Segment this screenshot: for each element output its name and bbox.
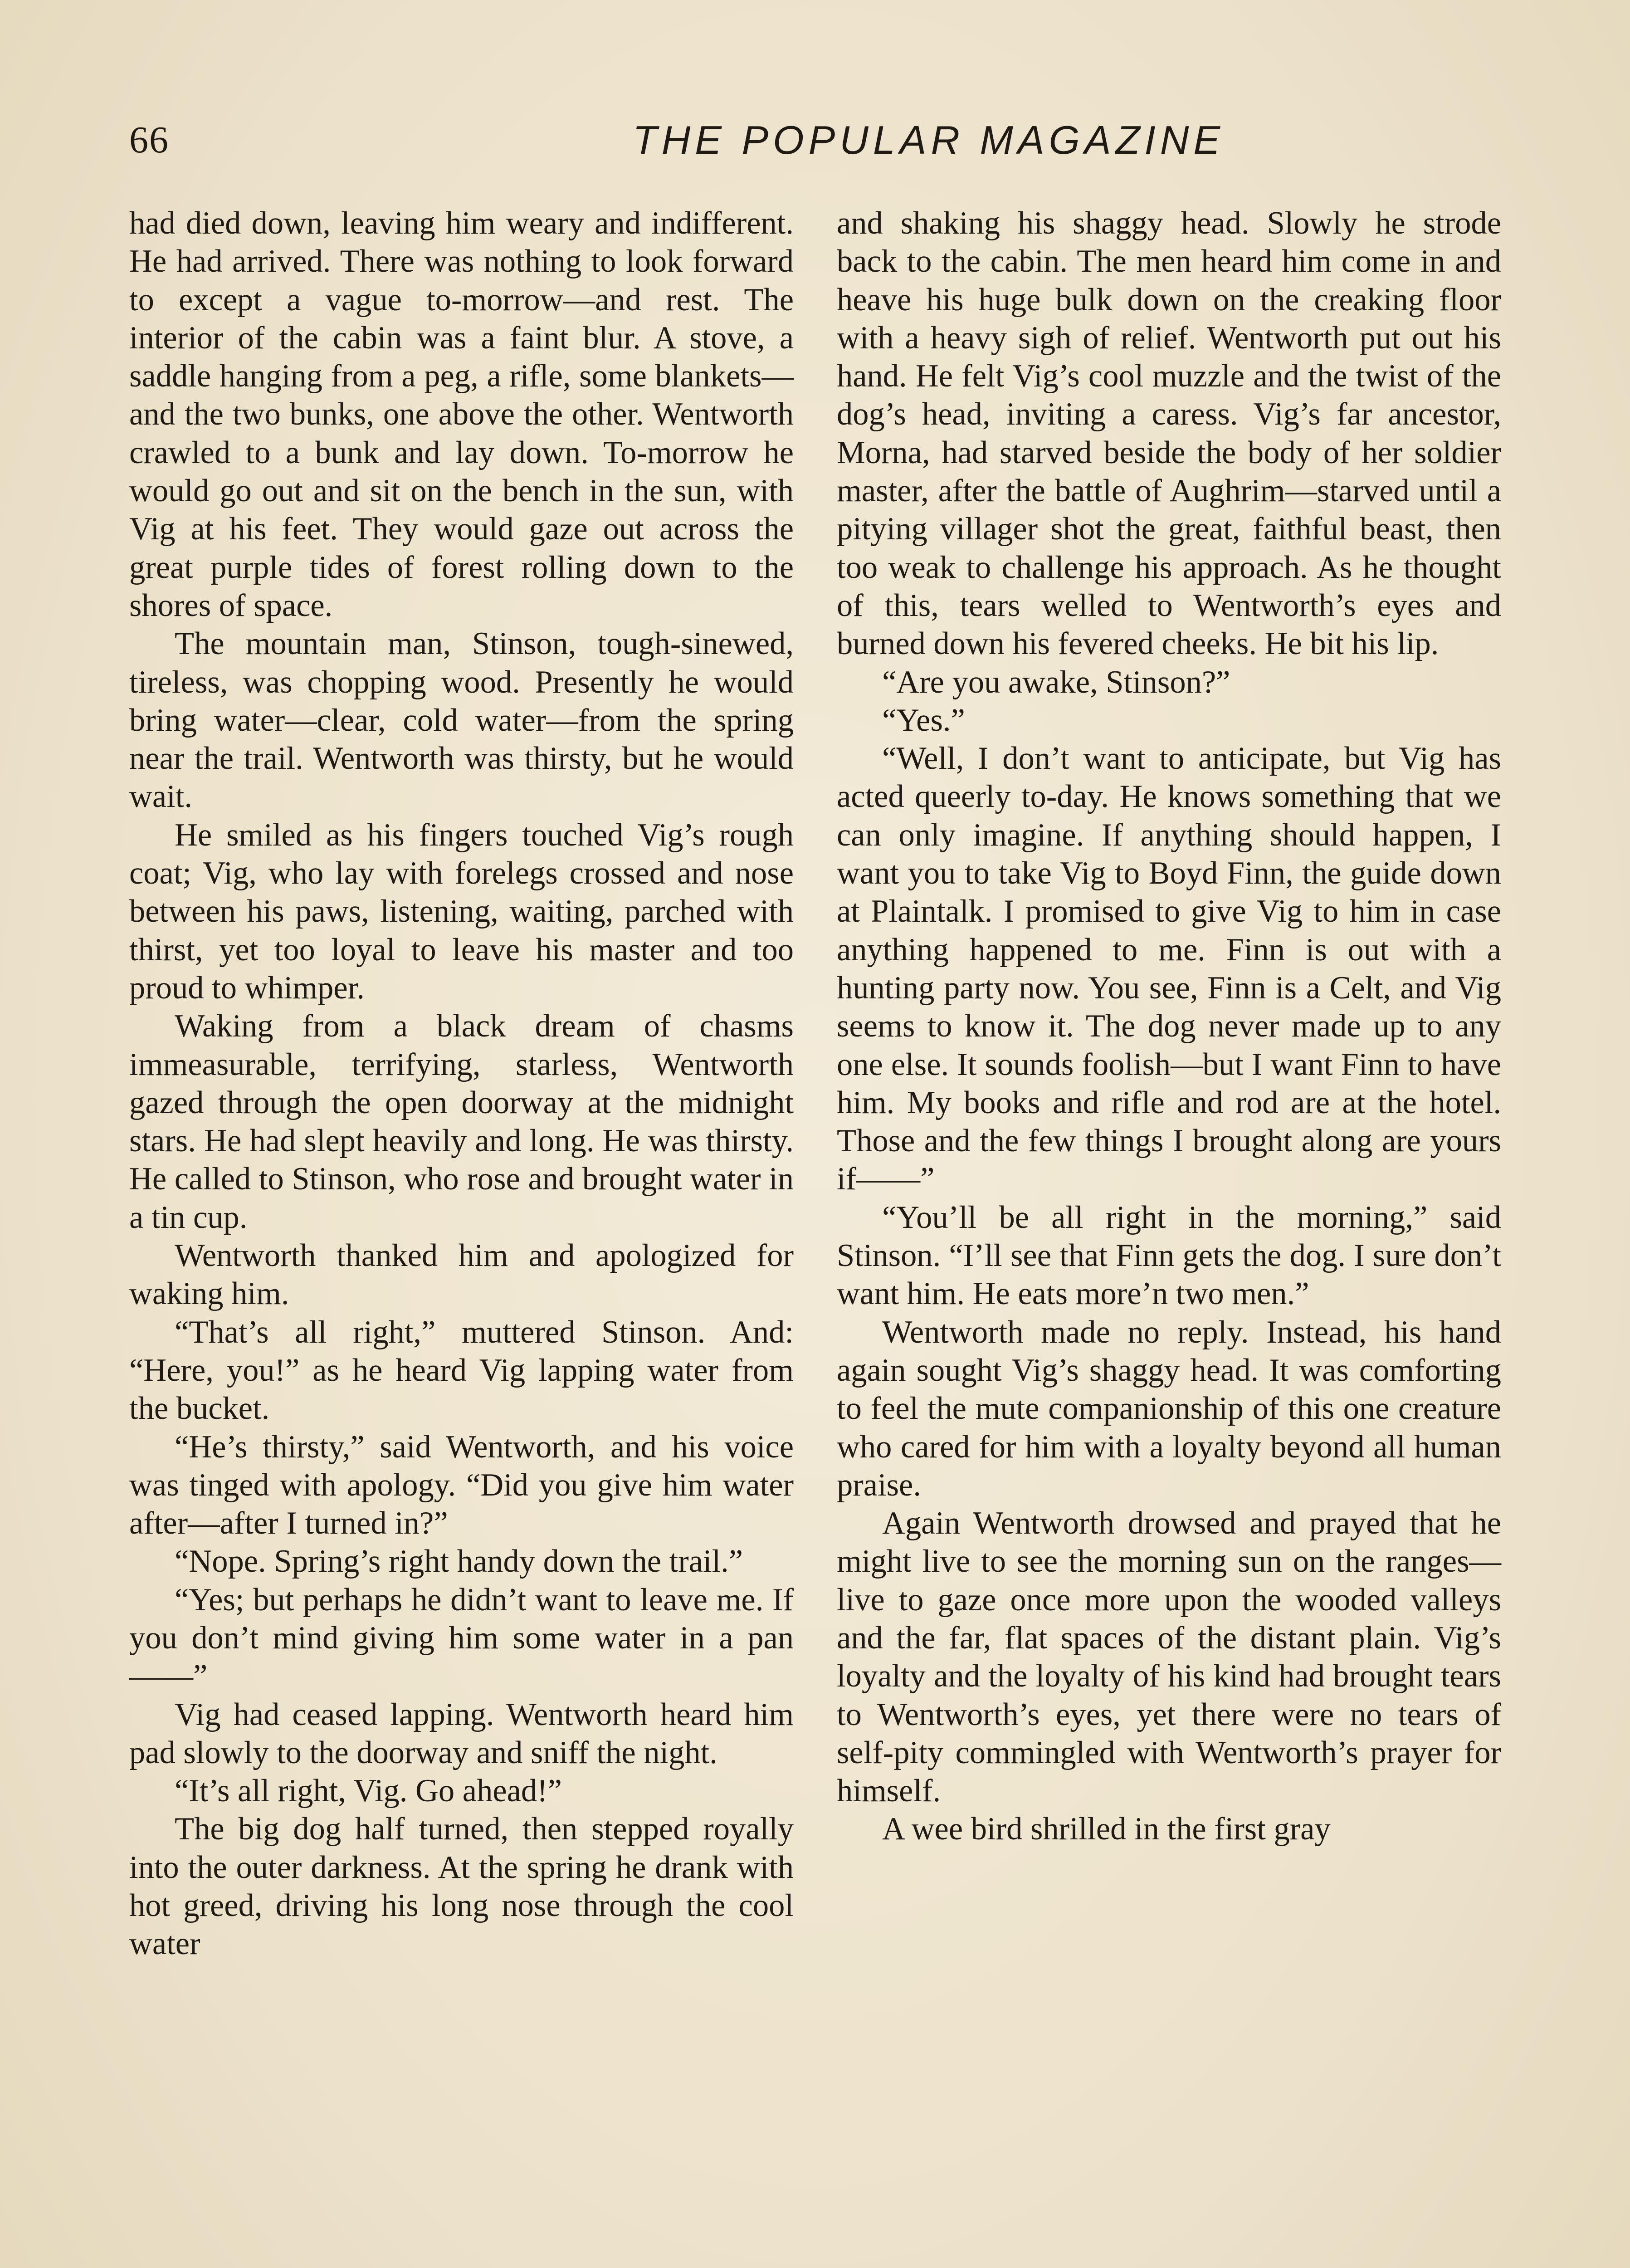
paragraph: “Yes; but perhaps he didn’t want to leave me. If you don’t mind giving him some water in a pan——”: [129, 1582, 794, 1694]
paragraph: The big dog half turned, then stepped royally into the outer darkness. At the spring he drank with hot greed, driving his long nose through the cool water: [129, 1811, 794, 1962]
paragraph: A wee bird shrilled in the first gray: [882, 1811, 1331, 1847]
paragraph: Wentworth thanked him and apologized for waking him.: [129, 1238, 794, 1312]
paragraph: “Are you awake, Stinson?”: [882, 664, 1230, 700]
paragraph: The mountain man, Stinson, tough-sinewed, tireless, was chopping wood. Presently he would bring water—clear, cold water—from the spring near the trail. Wentworth was thirsty, but he would wait.: [129, 626, 794, 815]
paragraph: “You’ll be all right in the morning,” said Stinson. “I’ll see that Finn gets the dog. I sure don’t want him. He eats more’n two men.”: [837, 1199, 1501, 1312]
paragraph: “Nope. Spring’s right handy down the trail.”: [175, 1544, 743, 1579]
left-column: [129, 204, 794, 1963]
paragraph: He smiled as his fingers touched Vig’s rough coat; Vig, who lay with forelegs crossed and nose between his paws, listening, waiting, parched with thirst, yet too loyal to leave his master and too proud to whimper.: [129, 817, 794, 1006]
running-title: THE POPULAR MAGAZINE: [633, 117, 1225, 162]
paragraph: Waking from a black dream of chasms immeasurable, terrifying, starless, Wentworth gazed through the open doorway at the midnight stars. He had slept heavily and long. He was thirsty. He called to Stinson, who rose and brought water in a tin cup.: [129, 1008, 794, 1235]
paragraph: had died down, leaving him weary and indifferent. He had arrived. There was nothing to look forward to except a vague to-morrow—and rest. The interior of the cabin was a faint blur. A stove, a saddle hanging from a peg, a rifle, some blankets—and the two bunks, one above the other. Wentworth crawled to a bunk and lay down. To-morrow he would go out and sit on the bench in the sun, with Vig at his feet. They would gaze out across the great purple tides of forest rolling down to the shores of space.: [129, 205, 794, 623]
paragraph: “That’s all right,” muttered Stinson. And: “Here, you!” as he heard Vig lapping water from the bucket.: [129, 1314, 794, 1427]
page-number: 66: [129, 119, 169, 161]
paragraph: Wentworth made no reply. Instead, his hand again sought Vig’s shaggy head. It was comforting to feel the mute companionship of this one creature who cared for him with a loyalty beyond all human praise.: [837, 1314, 1501, 1503]
page-header: [129, 113, 1501, 172]
paragraph: “It’s all right, Vig. Go ahead!”: [175, 1773, 562, 1809]
paragraph: “Well, I don’t want to anticipate, but Vig has acted queerly to-day. He knows something that we can only imagine. If anything should happen, I want you to take Vig to Boyd Finn, the guide down at Plaintalk. I promised to give Vig to him in case anything happened to me. Finn is out with a hunting party now. You see, Finn is a Celt, and Vig seems to know it. The dog never made up to any one else. It sounds foolish—but I want Finn to have him. My books and rifle and rod are at the hotel. Those and the few things I brought along are yours if——”: [837, 741, 1501, 1197]
paragraph: “He’s thirsty,” said Wentworth, and his voice was tinged with apology. “Did you give him water after—after I turned in?”: [129, 1429, 794, 1541]
paragraph: “Yes.”: [882, 702, 965, 738]
text-columns: [129, 204, 1501, 2268]
right-column: [837, 204, 1501, 1848]
paragraph: and shaking his shaggy head. Slowly he strode back to the cabin. The men heard him come in and heave his huge bulk down on the creaking floor with a heavy sigh of relief. Wentworth put out his hand. He felt Vig’s cool muzzle and the twist of the dog’s head, inviting a caress. Vig’s far ancestor, Morna, had starved beside the body of her soldier master, after the battle of Aughrim—starved until a pitying villager shot the great, faithful beast, then too weak to challenge his approach. As he thought of this, tears welled to Wentworth’s eyes and burned down his fevered cheeks. He bit his lip.: [837, 205, 1501, 662]
paragraph: Again Wentworth drowsed and prayed that he might live to see the morning sun on the ranges—live to gaze once more upon the wooded valleys and the far, flat spaces of the distant plain. Vig’s loyalty and the loyalty of his kind had brought tears to Wentworth’s eyes, yet there were no tears of self-pity commingled with Wentworth’s prayer for himself.: [837, 1505, 1501, 1809]
paragraph: Vig had ceased lapping. Wentworth heard him pad slowly to the doorway and sniff the night.: [129, 1696, 794, 1770]
